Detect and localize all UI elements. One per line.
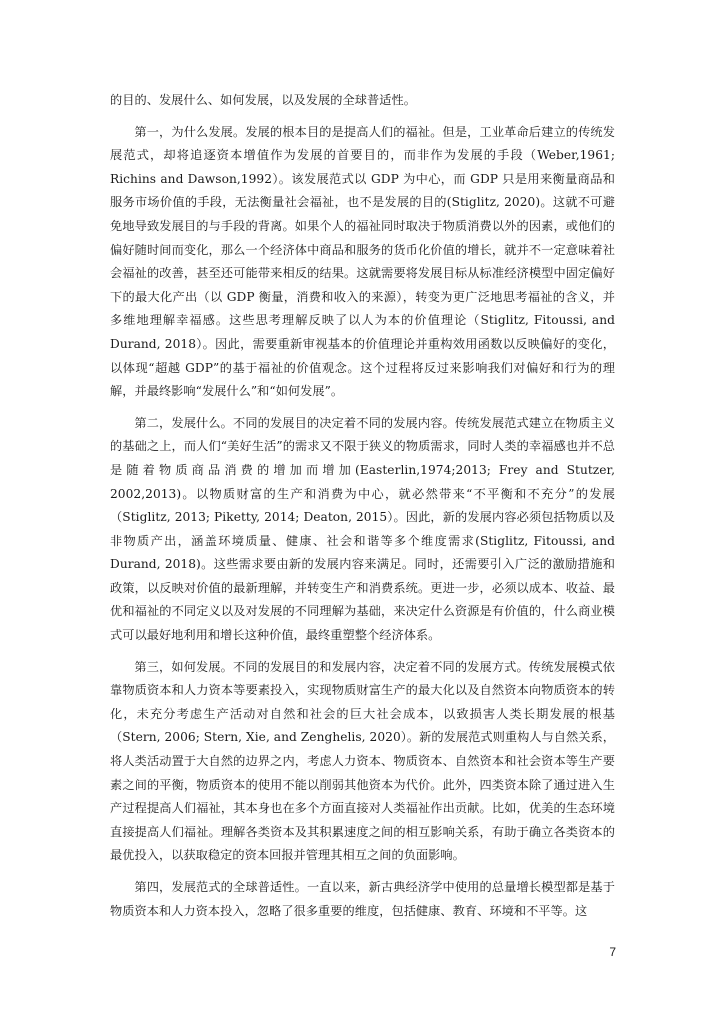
body-text: [110, 89, 615, 931]
paragraph-what-to-develop: 第二，发展什么。不同的发展目的决定着不同的发展内容。传统发展范式建立在物质主义的基础之上，而人们“美好生活”的需求又不限于狭义的物质需求，同时人类的幸福感也并不总是随着物质商品消费的增加而增加(Easterlin,1974;2013; Frey and Stutzer, 2002,2013)。以物质财富的生产和消费为中心，就必然带来“不平衡和不充分”的发展（Stiglitz, 2013; Piketty, 2014; Deaton, 2015）。因此，新的发展内容必须包括物质以及非物质产出，涵盖环境质量、健康、社会和谐等多个维度需求(Stiglitz, Fitoussi, and Durand, 2018)。这些需求要由新的发展内容来满足。同时，还需要引入广泛的激励措施和政策，以反映对价值的最新理解，并转变生产和消费系统。更进一步，必须以成本、收益、最优和福祉的不同定义以及对发展的不同理解为基础，来决定什么资源是有价值的，什么商业模式可以最好地利用和增长这种价值，最终重塑整个经济体系。: [110, 415, 615, 643]
paragraph-why-develop: 第一，为什么发展。发展的根本目的是提高人们的福祉。但是，工业革命后建立的传统发展范式，却将追逐资本增值作为发展的首要目的，而非作为发展的手段（Weber,1961; Richins and Dawson,1992）。该发展范式以 GDP 为中心，而 GDP 只是用来衡量商品和服务市场价值的手段，无法衡量社会福祉，也不是发展的目的(Stiglitz, 2020)。这就不可避免地导致发展目的与手段的背离。如果个人的福祉同时取决于物质消费以外的因素，或他们的偏好随时间而变化，那么一个经济体中商品和服务的货币化价值的增长，就并不一定意味着社会福祉的改善，甚至还可能带来相反的结果。这就需要将发展目标从标准经济模型中固定偏好下的最大化产出（以 GDP 衡量，消费和收入的来源），转变为更广泛地思考福祉的含义，并多维地理解幸福感。这些思考理解反映了以人为本的价值理论（Stiglitz, Fitoussi, and Durand, 2018）。因此，需要重新审视基本的价值理论并重构效用函数以反映偏好的变化，以体现“超越 GDP”的基于福祉的价值观念。这个过程将反过来影响我们对偏好和行为的理解，并最终影响“发展什么”和“如何发展”。: [110, 124, 615, 399]
page-number: 7: [609, 945, 616, 959]
paragraph-continuation: 的目的、发展什么、如何发展，以及发展的全球普适性。: [110, 93, 416, 107]
paragraph-global-universality: 第四，发展范式的全球普适性。一直以来，新古典经济学中使用的总量增长模型都是基于物质资本和人力资本投入，忽略了很多重要的维度，包括健康、教育、环境和不平等。这: [110, 880, 615, 918]
paragraph-how-to-develop: 第三，如何发展。不同的发展目的和发展内容，决定着不同的发展方式。传统发展模式依靠物质资本和人力资本等要素投入，实现物质财富生产的最大化以及自然资本向物质资本的转化，未充分考虑生产活动对自然和社会的巨大社会成本，以致损害人类长期发展的根基（Stern, 2006; Stern, Xie, and Zenghelis, 2020）。新的发展范式则重构人与自然关系，将人类活动置于大自然的边界之内，考虑人力资本、物质资本、自然资本和社会资本等生产要素之间的平衡，物质资本的使用不能以削弱其他资本为代价。此外，四类资本除了通过进入生产过程提高人们福祉，其本身也在多个方面直接对人类福祉作出贡献。比如，优美的生态环境直接提高人们福祉。理解各类资本及其积累速度之间的相互影响关系，有助于确立各类资本的最优投入，以获取稳定的资本回报并管理其相互之间的负面影响。: [110, 659, 615, 863]
